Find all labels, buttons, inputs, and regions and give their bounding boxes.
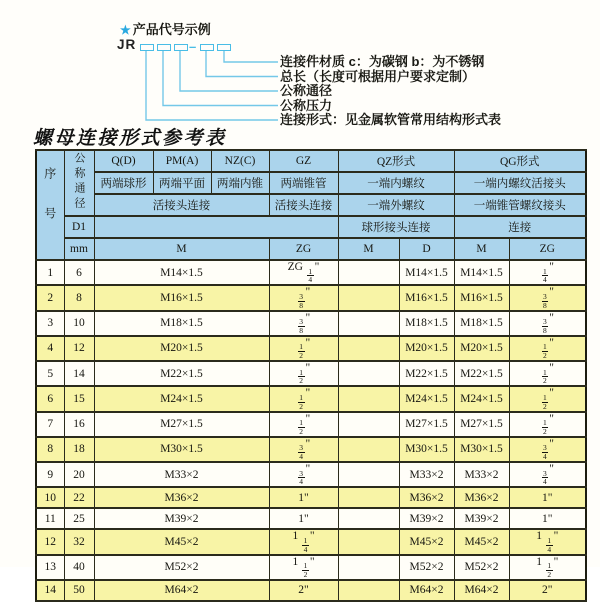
callout-label-diameter: 公称通径 [280, 83, 333, 98]
table-row [36, 285, 586, 310]
cell-qz-d: M36×2 [399, 487, 454, 508]
cell-m-thread: M22×1.5 [94, 361, 269, 386]
header-unit-zg: ZG [269, 238, 338, 260]
cell-qz-m [338, 260, 399, 285]
cell-qz-d: M64×2 [399, 580, 454, 601]
cell-seq: 14 [36, 580, 64, 601]
cell-qz-m [338, 285, 399, 310]
cell-seq: 9 [36, 462, 64, 487]
header-unit-qzd: D [399, 238, 454, 260]
cell-seq: 4 [36, 336, 64, 361]
cell-qz-m [338, 487, 399, 508]
product-code-prefix: JR [117, 37, 137, 52]
header-desc-qd: 两端球形 [94, 172, 153, 194]
header-d1: D1 [64, 216, 94, 238]
cell-seq: 10 [36, 487, 64, 508]
cell-m-thread: M39×2 [94, 508, 269, 529]
cell-qz-d: M18×1.5 [399, 311, 454, 336]
cell-zg: $\frac{1}{2}$ " [269, 386, 338, 411]
product-code-heading [120, 19, 211, 38]
header-unit-m: M [94, 238, 269, 260]
cell-m-thread: M20×1.5 [94, 336, 269, 361]
cell-qg-zg: $\frac{3}{4}$ " [509, 437, 586, 462]
table-body [36, 260, 586, 601]
cell-dn: 14 [64, 361, 94, 386]
cell-m-thread: M64×2 [94, 580, 269, 601]
cell-qz-d: M27×1.5 [399, 412, 454, 437]
cell-qz-m [338, 311, 399, 336]
cell-qz-d: M24×1.5 [399, 386, 454, 411]
code-segment-box [174, 44, 188, 51]
cell-qg-zg: $\frac{1}{2}$ " [509, 336, 586, 361]
cell-qg-m: M64×2 [454, 580, 509, 601]
cell-seq: 3 [36, 311, 64, 336]
header-union-left: 活接头连接 [94, 194, 269, 216]
header-form-gz: GZ [269, 150, 338, 172]
header-mm: mm [64, 238, 94, 260]
table-row [36, 555, 586, 580]
header-ball-joint: 球形接头连接 [338, 216, 454, 238]
cell-qg-zg: $\frac{3}{4}$ " [509, 462, 586, 487]
cell-qz-d: M22×1.5 [399, 361, 454, 386]
header-unit-qzm: M [338, 238, 399, 260]
cell-qg-m: M16×1.5 [454, 285, 509, 310]
table-row [36, 529, 586, 554]
cell-zg: 1" [269, 487, 338, 508]
header-blank [94, 216, 338, 238]
callout-label-material: 连接件材质 c：为碳钢 b：为不锈钢 [280, 54, 485, 69]
header-desc-qz: 一端内螺纹 [338, 172, 454, 194]
header-desc-qg: 一端内螺纹活接头 [454, 172, 586, 194]
cell-m-thread: M36×2 [94, 487, 269, 508]
header-form-pm: PM(A) [153, 150, 211, 172]
code-segment-box [217, 44, 231, 51]
cell-qg-m: M33×2 [454, 462, 509, 487]
table-header [36, 150, 586, 260]
cell-m-thread: M27×1.5 [94, 412, 269, 437]
callout-label-pressure: 公称压力 [280, 97, 333, 113]
cell-qz-m [338, 462, 399, 487]
cell-qz-d: M16×1.5 [399, 285, 454, 310]
cell-qg-m: M27×1.5 [454, 412, 509, 437]
cell-m-thread: M33×2 [94, 462, 269, 487]
header-seq-label: 序号 [42, 166, 57, 247]
cell-zg: $\frac{3}{4}$ " [269, 462, 338, 487]
cell-qg-zg: $\frac{3}{8}$ " [509, 285, 586, 310]
cell-qg-zg: $\frac{3}{8}$ " [509, 311, 586, 336]
callout-label-connection-form: 连接形式：见金属软管常用结构形式表 [280, 112, 502, 127]
table-row [36, 462, 586, 487]
header-desc-pm: 两端平面 [153, 172, 211, 194]
cell-m-thread: M18×1.5 [94, 311, 269, 336]
header-desc-gz: 两端锥管 [269, 172, 338, 194]
cell-qg-zg: 2" [509, 580, 586, 601]
header-taper-joint: 一端锥管螺纹接头 [454, 194, 586, 216]
product-code-title: 产品代号示例 [132, 22, 211, 37]
cell-m-thread: M14×1.5 [94, 260, 269, 285]
cell-zg: 1 $\frac{1}{4}$ " [269, 529, 338, 554]
cell-qg-m: M24×1.5 [454, 386, 509, 411]
cell-m-thread: M24×1.5 [94, 386, 269, 411]
header-unit-qgzg: ZG [509, 238, 586, 260]
cell-dn: 15 [64, 386, 94, 411]
table-title: 螺母连接形式参考表 [33, 128, 227, 149]
cell-qz-m [338, 529, 399, 554]
header-dn [64, 150, 94, 216]
table-row [36, 260, 586, 285]
cell-dn: 25 [64, 508, 94, 529]
header-form-qg: QG形式 [454, 150, 586, 172]
cell-seq: 11 [36, 508, 64, 529]
cell-qg-zg: $\frac{1}{2}$ " [509, 361, 586, 386]
cell-qg-zg: 1 $\frac{1}{4}$ " [509, 529, 586, 554]
cell-qg-m: M20×1.5 [454, 336, 509, 361]
table-row [36, 437, 586, 462]
cell-qz-d: M14×1.5 [399, 260, 454, 285]
cell-seq: 13 [36, 555, 64, 580]
nut-connection-reference-table [35, 149, 587, 602]
cell-qz-m [338, 386, 399, 411]
table-row [36, 361, 586, 386]
cell-dn: 6 [64, 260, 94, 285]
cell-seq: 6 [36, 386, 64, 411]
cell-dn: 32 [64, 529, 94, 554]
cell-qz-m [338, 437, 399, 462]
header-ext-thread: 一端外螺纹 [338, 194, 454, 216]
header-dn-label: 公称通径 [73, 151, 85, 212]
cell-dn: 20 [64, 462, 94, 487]
table-row [36, 508, 586, 529]
cell-seq: 5 [36, 361, 64, 386]
cell-qg-m: M18×1.5 [454, 311, 509, 336]
cell-zg: $\frac{1}{2}$ " [269, 336, 338, 361]
cell-m-thread: M30×1.5 [94, 437, 269, 462]
cell-qg-zg: $\frac{1}{4}$ " [509, 260, 586, 285]
cell-zg: 1 $\frac{1}{2}$ " [269, 555, 338, 580]
table-row [36, 311, 586, 336]
cell-seq: 7 [36, 412, 64, 437]
cell-qg-m: M52×2 [454, 555, 509, 580]
star-icon: ★ [120, 23, 131, 37]
cell-zg: $\frac{1}{2}$ " [269, 412, 338, 437]
code-segment-box [157, 44, 171, 51]
cell-qz-d: M33×2 [399, 462, 454, 487]
header-connect: 连接 [454, 216, 586, 238]
header-seq [36, 150, 64, 260]
header-form-qz: QZ形式 [338, 150, 454, 172]
cell-seq: 12 [36, 529, 64, 554]
cell-m-thread: M52×2 [94, 555, 269, 580]
cell-qz-d: M39×2 [399, 508, 454, 529]
cell-qg-zg: $\frac{1}{2}$ " [509, 386, 586, 411]
table-row [36, 487, 586, 508]
cell-qg-m: M30×1.5 [454, 437, 509, 462]
cell-seq: 8 [36, 437, 64, 462]
code-separator: – [189, 39, 197, 54]
cell-zg: $\frac{3}{8}$ " [269, 285, 338, 310]
cell-zg: 1" [269, 508, 338, 529]
cell-qg-m: M22×1.5 [454, 361, 509, 386]
header-union-gz: 活接头连接 [269, 194, 338, 216]
cell-qz-d: M45×2 [399, 529, 454, 554]
callout-label-length: 总长（长度可根据用户要求定制） [280, 68, 476, 84]
header-desc-nz: 两端内锥 [211, 172, 269, 194]
cell-qz-m [338, 580, 399, 601]
cell-qg-m: M39×2 [454, 508, 509, 529]
cell-zg: ZG $\frac{1}{4}$ " [269, 260, 338, 285]
code-segment-box [200, 44, 214, 51]
product-code-diagram [0, 0, 600, 135]
cell-m-thread: M16×1.5 [94, 285, 269, 310]
table-row [36, 386, 586, 411]
header-unit-qgm: M [454, 238, 509, 260]
cell-dn: 8 [64, 285, 94, 310]
cell-zg: 2" [269, 580, 338, 601]
cell-qz-d: M20×1.5 [399, 336, 454, 361]
cell-qg-m: M14×1.5 [454, 260, 509, 285]
table-row [36, 580, 586, 601]
cell-seq: 2 [36, 285, 64, 310]
cell-dn: 16 [64, 412, 94, 437]
cell-qg-zg: $\frac{1}{2}$ " [509, 412, 586, 437]
cell-dn: 40 [64, 555, 94, 580]
table-row [36, 336, 586, 361]
cell-dn: 10 [64, 311, 94, 336]
cell-qz-m [338, 555, 399, 580]
cell-dn: 18 [64, 437, 94, 462]
cell-qz-m [338, 412, 399, 437]
cell-qz-m [338, 336, 399, 361]
cell-qg-zg: 1" [509, 508, 586, 529]
cell-dn: 12 [64, 336, 94, 361]
cell-qg-zg: 1" [509, 487, 586, 508]
table-row [36, 412, 586, 437]
cell-qg-zg: 1 $\frac{1}{2}$ " [509, 555, 586, 580]
header-form-qd: Q(D) [94, 150, 153, 172]
cell-seq: 1 [36, 260, 64, 285]
cell-dn: 50 [64, 580, 94, 601]
cell-qz-d: M52×2 [399, 555, 454, 580]
cell-qg-m: M45×2 [454, 529, 509, 554]
cell-zg: $\frac{3}{4}$ " [269, 437, 338, 462]
cell-zg: $\frac{3}{8}$ " [269, 311, 338, 336]
cell-zg: $\frac{1}{2}$ " [269, 361, 338, 386]
cell-m-thread: M45×2 [94, 529, 269, 554]
cell-qz-m [338, 361, 399, 386]
cell-qg-m: M36×2 [454, 487, 509, 508]
cell-qz-d: M30×1.5 [399, 437, 454, 462]
header-form-nz: NZ(C) [211, 150, 269, 172]
code-segment-box [140, 44, 154, 51]
cell-qz-m [338, 508, 399, 529]
cell-dn: 22 [64, 487, 94, 508]
